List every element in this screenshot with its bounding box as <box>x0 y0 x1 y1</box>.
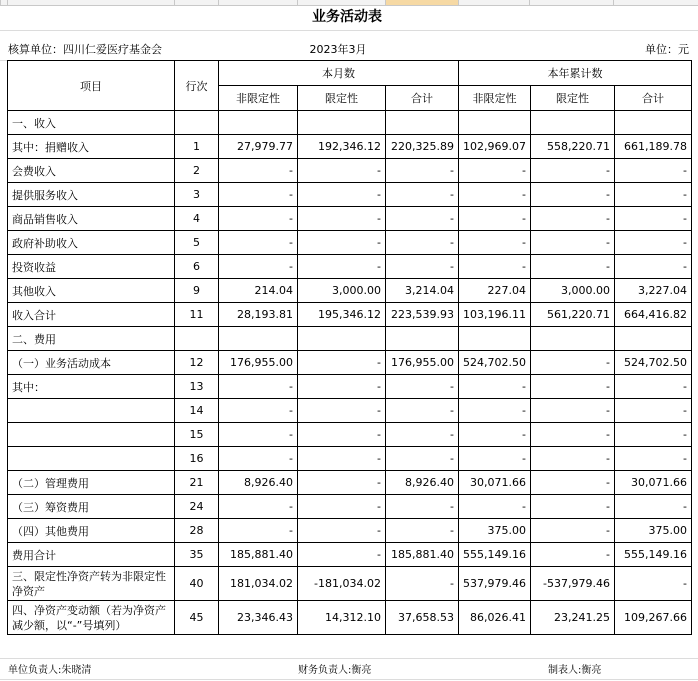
table-row <box>8 495 692 519</box>
unit-head: 单位负责人:朱晓清 <box>8 665 92 676</box>
value-cell: - <box>386 183 459 207</box>
value-cell: 86,026.41 <box>459 601 531 635</box>
value-cell: 23,346.43 <box>219 601 298 635</box>
value-cell: - <box>386 159 459 183</box>
row-item <box>8 447 175 471</box>
table-row <box>8 207 692 231</box>
value-cell: - <box>298 183 386 207</box>
row-item: 三、限定性净资产转为非限定性净资产 <box>8 567 175 601</box>
row-item: 投资收益 <box>8 255 175 279</box>
value-cell <box>530 111 614 135</box>
row-number: 12 <box>175 351 219 375</box>
report-period: 2023年3月 <box>309 43 367 56</box>
value-cell: - <box>530 231 614 255</box>
value-cell: - <box>219 519 298 543</box>
value-cell: - <box>614 567 691 601</box>
value-cell: - <box>386 375 459 399</box>
currency-unit: 单位：元 <box>645 43 689 56</box>
accounting-unit: 核算单位：四川仁爱医疗基金会 <box>8 43 162 56</box>
value-cell: - <box>219 183 298 207</box>
row-item <box>8 423 175 447</box>
header-ytd: 本年累计数 <box>459 61 692 86</box>
row-item: （一）业务活动成本 <box>8 351 175 375</box>
row-item: 提供服务收入 <box>8 183 175 207</box>
row-number: 45 <box>175 601 219 635</box>
row-number: 2 <box>175 159 219 183</box>
row-number: 14 <box>175 399 219 423</box>
value-cell <box>530 327 614 351</box>
row-number: 3 <box>175 183 219 207</box>
value-cell: 192,346.12 <box>298 135 386 159</box>
value-cell: 537,979.46 <box>459 567 531 601</box>
value-cell: - <box>614 255 691 279</box>
value-cell: - <box>298 159 386 183</box>
value-cell: 185,881.40 <box>386 543 459 567</box>
table-row <box>8 423 692 447</box>
value-cell: 3,227.04 <box>614 279 691 303</box>
value-cell: - <box>530 471 614 495</box>
row-number: 1 <box>175 135 219 159</box>
value-cell: - <box>614 375 691 399</box>
value-cell: 524,702.50 <box>459 351 531 375</box>
value-cell: - <box>614 231 691 255</box>
value-cell: - <box>614 495 691 519</box>
row-number <box>175 111 219 135</box>
value-cell: - <box>386 447 459 471</box>
value-cell: - <box>386 207 459 231</box>
value-cell: 28,193.81 <box>219 303 298 327</box>
row-item: 其中：捐赠收入 <box>8 135 175 159</box>
value-cell: -537,979.46 <box>530 567 614 601</box>
value-cell <box>219 327 298 351</box>
row-item: 政府补助收入 <box>8 231 175 255</box>
value-cell: - <box>219 447 298 471</box>
value-cell: - <box>530 207 614 231</box>
value-cell: 3,000.00 <box>298 279 386 303</box>
value-cell: - <box>530 495 614 519</box>
row-number: 15 <box>175 423 219 447</box>
value-cell: - <box>459 159 531 183</box>
row-item: 其中： <box>8 375 175 399</box>
value-cell: - <box>530 159 614 183</box>
value-cell: - <box>459 399 531 423</box>
value-cell: - <box>530 447 614 471</box>
row-number <box>175 327 219 351</box>
header-month-restricted: 限定性 <box>298 86 386 111</box>
value-cell: - <box>459 183 531 207</box>
row-item: （二）管理费用 <box>8 471 175 495</box>
header-this-month: 本月数 <box>219 61 459 86</box>
value-cell: 176,955.00 <box>219 351 298 375</box>
value-cell: 558,220.71 <box>530 135 614 159</box>
row-number: 13 <box>175 375 219 399</box>
value-cell: 109,267.66 <box>614 601 691 635</box>
table-row <box>8 135 692 159</box>
finance-head: 财务负责人:衡亮 <box>298 665 372 676</box>
value-cell: 664,416.82 <box>614 303 691 327</box>
value-cell: 223,539.93 <box>386 303 459 327</box>
row-number: 35 <box>175 543 219 567</box>
row-item <box>8 399 175 423</box>
value-cell: - <box>298 471 386 495</box>
value-cell: 555,149.16 <box>459 543 531 567</box>
value-cell: - <box>219 423 298 447</box>
value-cell: - <box>219 159 298 183</box>
value-cell: - <box>459 495 531 519</box>
value-cell: 227.04 <box>459 279 531 303</box>
value-cell: 103,196.11 <box>459 303 531 327</box>
value-cell: -181,034.02 <box>298 567 386 601</box>
table-row <box>8 351 692 375</box>
value-cell: - <box>219 375 298 399</box>
row-item: 一、收入 <box>8 111 175 135</box>
value-cell: - <box>459 423 531 447</box>
value-cell <box>219 111 298 135</box>
value-cell: - <box>298 519 386 543</box>
header-ytd-total: 合计 <box>614 86 691 111</box>
row-item: （三）筹资费用 <box>8 495 175 519</box>
value-cell: 30,071.66 <box>459 471 531 495</box>
value-cell: - <box>386 519 459 543</box>
value-cell: 181,034.02 <box>219 567 298 601</box>
value-cell: - <box>530 255 614 279</box>
value-cell: - <box>459 255 531 279</box>
value-cell: - <box>459 447 531 471</box>
row-item: 四、净资产变动额（若为净资产减少额，以“-”号填列） <box>8 601 175 635</box>
row-item: 商品销售收入 <box>8 207 175 231</box>
value-cell <box>386 111 459 135</box>
value-cell: - <box>530 399 614 423</box>
value-cell: 14,312.10 <box>298 601 386 635</box>
value-cell: 176,955.00 <box>386 351 459 375</box>
value-cell: - <box>614 399 691 423</box>
value-cell <box>459 327 531 351</box>
row-item: 二、费用 <box>8 327 175 351</box>
value-cell: - <box>298 447 386 471</box>
value-cell: - <box>298 543 386 567</box>
value-cell: - <box>219 231 298 255</box>
value-cell: 102,969.07 <box>459 135 531 159</box>
table-row <box>8 183 692 207</box>
value-cell: - <box>298 375 386 399</box>
value-cell: - <box>386 423 459 447</box>
value-cell: - <box>298 399 386 423</box>
value-cell: 23,241.25 <box>530 601 614 635</box>
value-cell: - <box>386 399 459 423</box>
business-activity-table <box>7 60 692 635</box>
header-ytd-restricted: 限定性 <box>530 86 614 111</box>
row-number: 4 <box>175 207 219 231</box>
value-cell: - <box>614 207 691 231</box>
report-title: 业务活动表 <box>312 9 382 25</box>
value-cell: - <box>386 567 459 601</box>
row-number: 40 <box>175 567 219 601</box>
value-cell: - <box>219 207 298 231</box>
value-cell: - <box>219 399 298 423</box>
value-cell: 27,979.77 <box>219 135 298 159</box>
row-number: 16 <box>175 447 219 471</box>
value-cell: - <box>614 423 691 447</box>
header-row-no: 行次 <box>175 61 219 111</box>
value-cell: - <box>530 543 614 567</box>
table-row <box>8 471 692 495</box>
table-row <box>8 255 692 279</box>
value-cell: 220,325.89 <box>386 135 459 159</box>
table-row <box>8 111 692 135</box>
row-number: 21 <box>175 471 219 495</box>
value-cell: - <box>459 375 531 399</box>
value-cell: - <box>459 231 531 255</box>
value-cell: - <box>298 255 386 279</box>
value-cell: - <box>530 519 614 543</box>
value-cell: - <box>386 255 459 279</box>
value-cell: 214.04 <box>219 279 298 303</box>
table-row <box>8 231 692 255</box>
value-cell: 555,149.16 <box>614 543 691 567</box>
value-cell <box>386 327 459 351</box>
value-cell: 375.00 <box>614 519 691 543</box>
header-month-unrestricted: 非限定性 <box>219 86 298 111</box>
row-number: 9 <box>175 279 219 303</box>
value-cell: - <box>614 159 691 183</box>
row-item: 收入合计 <box>8 303 175 327</box>
table-row <box>8 567 692 601</box>
table-row <box>8 601 692 635</box>
table-row <box>8 447 692 471</box>
value-cell <box>614 111 691 135</box>
value-cell: 8,926.40 <box>386 471 459 495</box>
value-cell: 195,346.12 <box>298 303 386 327</box>
value-cell: 561,220.71 <box>530 303 614 327</box>
row-item: 会费收入 <box>8 159 175 183</box>
value-cell: - <box>614 447 691 471</box>
table-row <box>8 159 692 183</box>
value-cell: 375.00 <box>459 519 531 543</box>
row-number: 11 <box>175 303 219 327</box>
table-row <box>8 279 692 303</box>
value-cell: 185,881.40 <box>219 543 298 567</box>
row-number: 5 <box>175 231 219 255</box>
value-cell: - <box>298 495 386 519</box>
row-item: 费用合计 <box>8 543 175 567</box>
value-cell <box>298 111 386 135</box>
value-cell: - <box>219 495 298 519</box>
row-number: 24 <box>175 495 219 519</box>
value-cell: - <box>530 183 614 207</box>
value-cell: 3,000.00 <box>530 279 614 303</box>
value-cell <box>298 327 386 351</box>
row-number: 28 <box>175 519 219 543</box>
value-cell <box>459 111 531 135</box>
value-cell: - <box>298 423 386 447</box>
value-cell: 3,214.04 <box>386 279 459 303</box>
table-row <box>8 519 692 543</box>
value-cell: - <box>298 207 386 231</box>
value-cell: - <box>530 351 614 375</box>
value-cell <box>614 327 691 351</box>
table-row <box>8 375 692 399</box>
value-cell: 661,189.78 <box>614 135 691 159</box>
value-cell: 8,926.40 <box>219 471 298 495</box>
value-cell: 524,702.50 <box>614 351 691 375</box>
value-cell: - <box>386 231 459 255</box>
value-cell: 30,071.66 <box>614 471 691 495</box>
table-row <box>8 327 692 351</box>
preparer: 制表人:衡亮 <box>548 665 602 676</box>
value-cell: 37,658.53 <box>386 601 459 635</box>
row-item: （四）其他费用 <box>8 519 175 543</box>
value-cell: - <box>298 231 386 255</box>
table-row <box>8 303 692 327</box>
row-item: 其他收入 <box>8 279 175 303</box>
header-ytd-unrestricted: 非限定性 <box>459 86 531 111</box>
header-month-total: 合计 <box>386 86 459 111</box>
value-cell: - <box>386 495 459 519</box>
value-cell: - <box>219 255 298 279</box>
value-cell: - <box>298 351 386 375</box>
value-cell: - <box>530 423 614 447</box>
value-cell: - <box>614 183 691 207</box>
value-cell: - <box>459 207 531 231</box>
row-number: 6 <box>175 255 219 279</box>
header-item: 项目 <box>8 61 175 111</box>
value-cell: - <box>530 375 614 399</box>
table-row <box>8 399 692 423</box>
table-row <box>8 543 692 567</box>
